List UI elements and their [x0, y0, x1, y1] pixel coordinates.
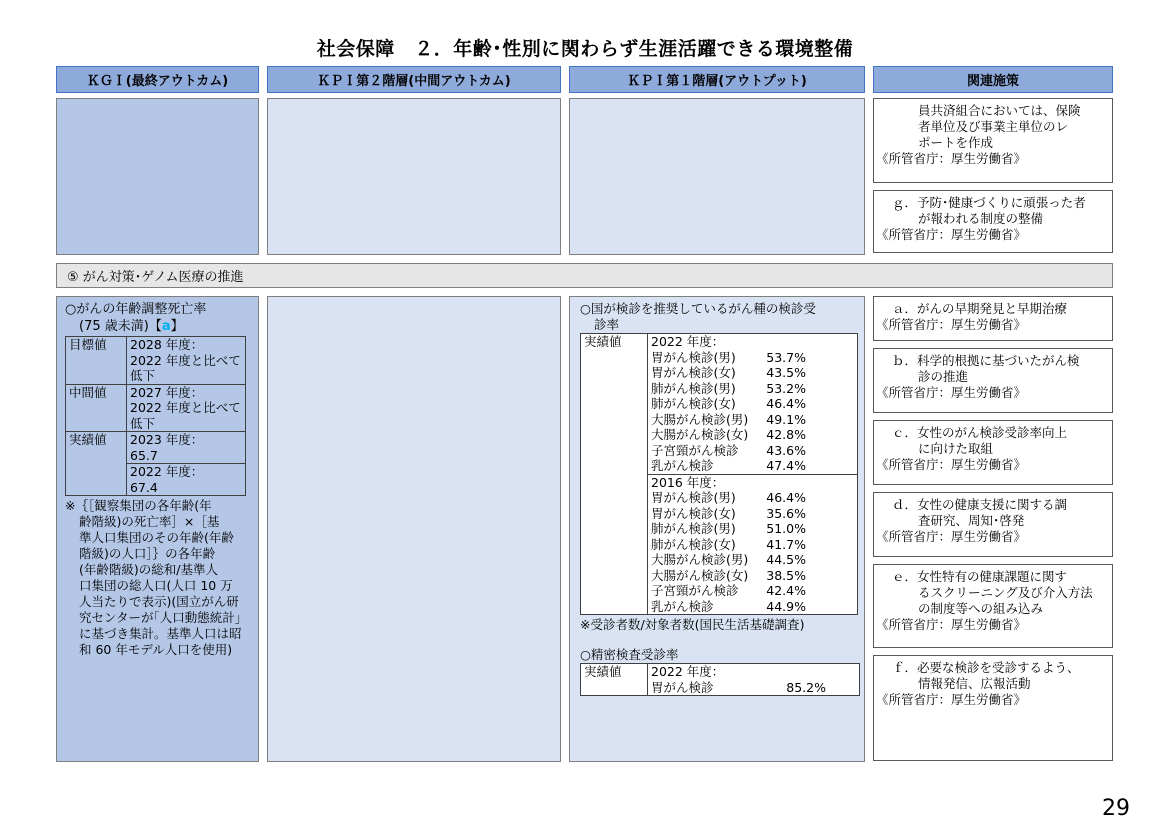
- list-item: [651, 583, 806, 599]
- header-policies: 関連施策: [873, 66, 1113, 93]
- kgi-value-line: 2022 年度と比べて: [130, 352, 241, 368]
- list-item: [651, 506, 806, 522]
- note-line: 和 60 年モデル人口を使用): [79, 642, 233, 657]
- item-name: 肺がん検診(男): [651, 380, 736, 396]
- policy-box-e: [873, 564, 1113, 648]
- header-kpi1: ＫＰＩ第１階層(アウトプット): [569, 66, 865, 93]
- note-line: に基づき集計。基準人口は昭: [79, 626, 242, 641]
- note-line: (年齢階級)の総和/基準人: [79, 562, 218, 577]
- kpi1-table: [580, 333, 858, 615]
- page-title: 社会保障 ２．年齢･性別に関わらず生涯活躍できる環境整備: [316, 38, 854, 60]
- note-line: 準人口集団のその年齢(年齢: [79, 530, 234, 545]
- kpi1-title3: ○精密検査受診率: [580, 647, 679, 662]
- list-item: [651, 396, 806, 412]
- item-name: 大腸がん検診(男): [651, 411, 749, 427]
- item-value: 46.4%: [766, 396, 806, 411]
- kgi-title-part: (75 歳未満)【: [79, 319, 162, 334]
- policy-text: ｃ．女性のがん検診受診率向上: [892, 425, 1068, 440]
- policy-box-a: [873, 296, 1113, 341]
- policy-text: ポートを作成: [918, 135, 994, 150]
- item-value: 47.4%: [766, 458, 806, 473]
- item-value: 35.6%: [766, 505, 806, 521]
- kpi1-cell: [569, 296, 865, 762]
- item-value: 38.5%: [766, 567, 806, 583]
- kgi-label: 中間値: [66, 384, 127, 432]
- kgi-value-line: 65.7: [130, 447, 158, 463]
- policy-box-c: [873, 420, 1113, 485]
- note-line: 階級)の人口］｝の各年齢: [79, 546, 216, 561]
- kgi-value: [127, 464, 246, 496]
- page-number: 29: [1102, 796, 1130, 821]
- kgi-value-line: 低下: [130, 415, 156, 431]
- policy-text: 者単位及び事業主単位のレ: [918, 119, 1069, 134]
- kgi-table: [65, 336, 246, 496]
- table-row: [581, 664, 860, 696]
- kgi-title-part: 】: [170, 319, 184, 334]
- kpi1-year-block: [648, 474, 858, 615]
- item-name: 肺がん検診(女): [651, 396, 736, 411]
- item-name: 胃がん検診: [651, 679, 714, 695]
- item-value: 43.6%: [766, 442, 806, 458]
- kgi-note: [65, 498, 250, 658]
- note-line: 齢階級)の死亡率］×［基: [79, 514, 220, 529]
- item-value: 42.8%: [766, 427, 806, 442]
- list-item: [651, 350, 806, 366]
- policy-box-f: [873, 655, 1113, 761]
- item-value: 53.2%: [766, 380, 806, 396]
- list-item: [651, 365, 806, 381]
- item-value: 44.5%: [766, 552, 806, 567]
- policy-text: が報われる制度の整備: [918, 211, 1044, 226]
- item-name: 胃がん検診(女): [651, 505, 736, 521]
- list-item: [651, 680, 826, 696]
- item-name: 大腸がん検診(女): [651, 427, 749, 442]
- note-line: 口集団の総人口(人口 10 万: [79, 578, 233, 593]
- item-value: 46.4%: [766, 490, 806, 505]
- item-value: 41.7%: [766, 536, 806, 552]
- policy-box-b: [873, 348, 1113, 413]
- note-line: 人当たりで表示)(国立がん研: [79, 594, 239, 609]
- policy-ministry: 《所管省庁：厚生労働省》: [876, 692, 1027, 707]
- section-title: ⑤ がん対策･ゲノム医療の推進: [56, 263, 1113, 288]
- policy-ministry: 《所管省庁：厚生労働省》: [876, 151, 1027, 166]
- policy-text: ｂ．科学的根拠に基づいたがん検: [892, 353, 1080, 368]
- list-item: [651, 521, 806, 537]
- policy-text: 情報発信、広報活動: [918, 676, 1031, 691]
- policy-box-g: [873, 190, 1113, 253]
- kpi2-cell: [267, 296, 561, 762]
- kgi-value-line: 2022 年度と比べて: [130, 400, 241, 415]
- list-item: [651, 599, 806, 615]
- table-row: [66, 432, 246, 464]
- policy-ministry: 《所管省庁：厚生労働省》: [876, 617, 1027, 632]
- list-item: [651, 552, 806, 568]
- kpi1-label: 実績値: [581, 664, 648, 696]
- kgi-title: ○がんの年齢調整死亡率: [65, 302, 207, 317]
- kpi1-title-line2: 診率: [594, 317, 620, 332]
- item-name: 肺がん検診(男): [651, 521, 736, 536]
- kgi-label: 目標値: [66, 337, 127, 385]
- header-kpi2: ＫＰＩ第２階層(中間アウトカム): [267, 66, 561, 93]
- table-row: [66, 337, 246, 385]
- table-row: [66, 384, 246, 432]
- kgi-value: [127, 384, 246, 432]
- kgi-badge: a: [161, 319, 171, 334]
- kpi1-year-block: [648, 664, 860, 696]
- policy-ministry: 《所管省庁：厚生労働省》: [876, 317, 1027, 332]
- item-name: 胃がん検診(女): [651, 365, 736, 380]
- kgi-cell: [56, 296, 259, 762]
- kgi-title-line2: [65, 318, 250, 335]
- kpi1-footnote: ※受診者数/対象者数(国民生活基礎調査): [580, 617, 805, 632]
- year-label: 2016 年度：: [651, 474, 725, 490]
- item-name: 乳がん検診: [651, 458, 714, 473]
- list-item: [651, 443, 806, 459]
- item-value: 51.0%: [766, 521, 806, 536]
- list-item: [651, 490, 806, 506]
- kpi1-year-block: [648, 334, 858, 475]
- item-value: 49.1%: [766, 411, 806, 427]
- kpi1-title: ○国が検診を推奨しているがん種の検診受: [580, 301, 816, 316]
- policy-text: ｅ．女性特有の健康課題に関す: [892, 569, 1068, 584]
- kpi1-top-cell: [569, 98, 865, 255]
- item-name: 大腸がん検診(男): [651, 552, 749, 567]
- kgi-top-cell: [56, 98, 259, 255]
- kgi-value-line: 2027 年度：: [130, 384, 204, 400]
- item-value: 53.7%: [766, 349, 806, 365]
- list-item: [651, 427, 806, 443]
- list-item: [651, 537, 806, 553]
- policy-text: 員共済組合においては、保険: [918, 103, 1081, 118]
- kgi-label: 実績値: [66, 432, 127, 496]
- item-value: 44.9%: [766, 598, 806, 614]
- policy-text: に向けた取組: [918, 441, 994, 456]
- kgi-value-line: 2022 年度：: [130, 464, 204, 479]
- note-line: ※｛［観察集団の各年齢(年: [65, 498, 212, 513]
- policy-text: るスクリーニング及び介入方法: [918, 585, 1093, 600]
- item-name: 胃がん検診(男): [651, 490, 736, 505]
- note-line: 究センターが｢人口動態統計｣: [79, 610, 242, 625]
- item-value: 43.5%: [766, 365, 806, 380]
- kgi-value: [127, 337, 246, 385]
- kgi-value-line: 2023 年度：: [130, 432, 204, 447]
- kpi1-table2: [580, 663, 860, 696]
- item-name: 子宮頸がん検診: [651, 583, 739, 598]
- policy-text: ｆ．必要な検診を受診するよう、: [892, 660, 1080, 675]
- kgi-value: [127, 432, 246, 464]
- year-label: 2022 年度：: [651, 664, 725, 679]
- policy-ministry: 《所管省庁：厚生労働省》: [876, 385, 1027, 400]
- kgi-value-line: 67.4: [130, 479, 158, 495]
- kgi-value-line: 低下: [130, 368, 156, 383]
- item-name: 子宮頸がん検診: [651, 442, 739, 458]
- list-item: [651, 458, 806, 474]
- kpi2-top-cell: [267, 98, 561, 255]
- policy-text: ａ．がんの早期発見と早期治療: [892, 301, 1068, 316]
- list-item: [651, 568, 806, 584]
- policy-box-d: [873, 492, 1113, 557]
- header-kgi: ＫＧＩ(最終アウトカム): [56, 66, 259, 93]
- item-value: 85.2%: [786, 679, 826, 695]
- item-name: 大腸がん検診(女): [651, 567, 749, 583]
- kpi1-label: 実績値: [581, 334, 648, 615]
- policy-box-top: [873, 98, 1113, 183]
- table-row: [581, 334, 858, 475]
- kgi-value-line: 2028 年度：: [130, 337, 204, 352]
- policy-ministry: 《所管省庁：厚生労働省》: [876, 227, 1027, 242]
- policy-text: ｇ．予防･健康づくりに頑張った者: [892, 195, 1086, 210]
- policy-ministry: 《所管省庁：厚生労働省》: [876, 457, 1027, 472]
- item-name: 肺がん検診(女): [651, 536, 736, 552]
- policy-text: 査研究、周知･啓発: [918, 513, 1025, 528]
- policy-ministry: 《所管省庁：厚生労働省》: [876, 529, 1027, 544]
- list-item: [651, 412, 806, 428]
- policy-text: の制度等への組み込み: [918, 601, 1044, 616]
- list-item: [651, 381, 806, 397]
- item-value: 42.4%: [766, 583, 806, 598]
- policy-text: 診の推進: [918, 369, 969, 384]
- year-label: 2022 年度：: [651, 334, 725, 349]
- item-name: 胃がん検診(男): [651, 349, 736, 365]
- policy-text: ｄ．女性の健康支援に関する調: [892, 497, 1068, 512]
- item-name: 乳がん検診: [651, 598, 714, 614]
